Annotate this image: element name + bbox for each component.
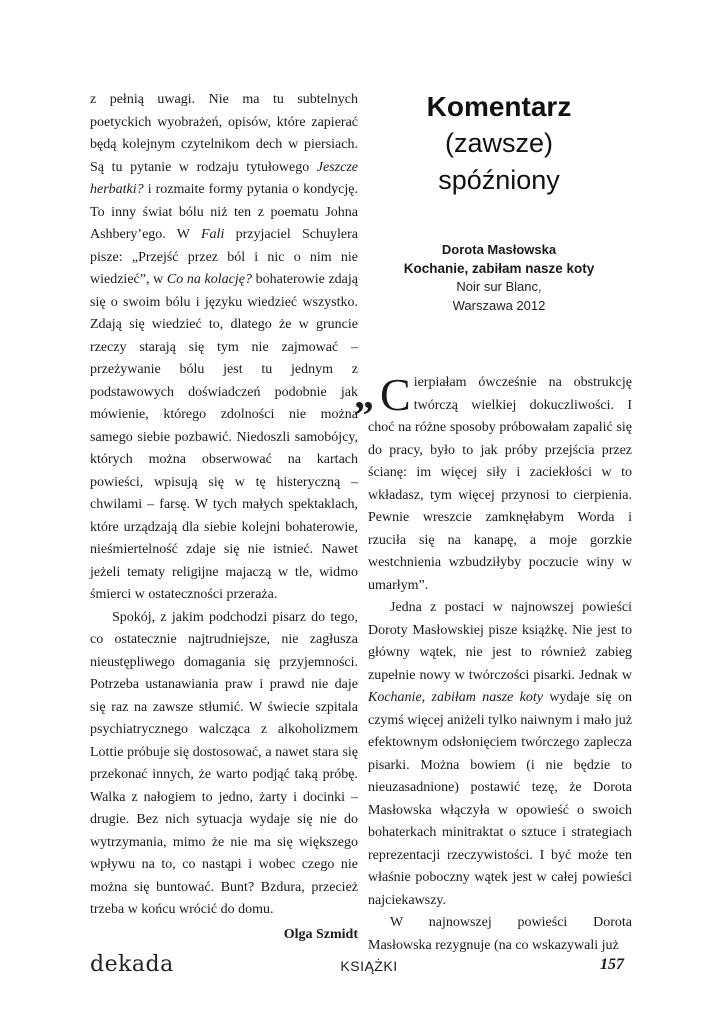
text-run: W najnowszej powieści Dorota Masłowska rezygnuje (na co wskazywali już [368, 915, 632, 953]
text-run: Spokój, z jakim podchodzi pisarz do tego, co ostatecznie najtrudniejsze, nie zagłusza nieustępliwego domagania się przyjemności. Potrzeba ustanawiania praw i prawd nie daje się raz na zawsze stłumić. W świecie szpitala psychiatrycznego walcząca z alkoholizmem Lottie próbuje się dostosować, a nawet stara się przekonać innych, że warto podjąć taką próbę. Walka z nałogiem to jedno, żarty i docinki – drugie. Bez nich sytuacja wydaje się nie do wytrzymania, mimo że nie ma się większego wpływu na to, co nastąpi i wobec czego nie można się buntować. Bunt? Bzdura, przecież trzeba w końcu wrócić do domu. [90, 609, 358, 917]
text-run: przyjaciel Schuylera pisze: „Przejść przez ból i nic o nim nie wiedzieć”, w [90, 227, 358, 287]
text-run: z pełnią uwagi. Nie ma tu subtelnych poetyckich wyobrażeń, opisów, które zapierać będą kolejnym czytelnikom dech w piersiach. Są tu pytanie w rodzaju tytułowego [90, 92, 358, 175]
italic-title: Co na kolację? [166, 272, 252, 287]
magazine-logo: dekada [90, 952, 174, 977]
book-publisher: Noir sur Blanc, [456, 279, 542, 294]
section-label: KSIĄŻKI [340, 958, 398, 974]
italic-title: Kochanie, zabiłam nasze koty [368, 690, 543, 705]
text-run: i rozmaite formy pytania o kondycję. To inny świat bólu niż ten z poematu Johna Ashbery’ego. W [90, 182, 358, 242]
text-run: Jedna z postaci w najnowszej powieści Doroty Masłowskiej pisze książkę. Nie jest to główny wątek, nie jest to również zabieg zupełnie nowy w twórczości pisarki. Jednak w [368, 600, 632, 683]
book-title: Kochanie, zabiłam nasze koty [403, 260, 595, 276]
left-paragraph-1 [90, 89, 358, 607]
article-left-column [90, 89, 358, 946]
book-info [385, 241, 613, 315]
right-paragraph-3 [368, 912, 632, 957]
right-paragraph-2 [368, 597, 632, 912]
headline-line-3: spóźniony [438, 165, 560, 195]
article-right-column [354, 369, 632, 957]
page-number: 157 [600, 956, 624, 973]
drop-cap: C [380, 369, 411, 420]
opening-quote-mark: „ [354, 372, 374, 417]
left-paragraph-2 [90, 607, 358, 922]
text-run: wydaje się on czymś więcej aniżeli tylko naiwnym i mało już efektownym odsłonięciem twórczego zaplecza pisarki. Można bowiem (i nie będzie to nieuzasadnione) postawić tezę, że Dorota Masłowska włączyła w opowieść o swoich bohaterkach minitraktat o sztuce i strategiach reprezentacji rzeczywistości. I być może ten właśnie poboczny wątek jest w całej powieści najciekawszy. [368, 690, 632, 908]
headline-line-2: (zawsze) [444, 128, 553, 158]
book-place-year: Warszawa 2012 [452, 297, 546, 313]
text-run: ierpiałam ówcześnie na obstrukcję twórczą wielkiej dokuczliwości. I choć na różne sposoby próbowałam zapalić się do pracy, było to jak próby przejścia przez ścianę: im więcej siły i zaciekłości w to wkładasz, tym więcej przynosi to cierpienia. Pewnie wreszcie zamknęłabym Worda i rzuciła się na kanapę, a moje gorzkie westchnienia wzbudziłyby poczucie winy w umarłym”. [368, 375, 632, 593]
italic-title: Fali [201, 227, 225, 242]
book-author: Dorota Masłowska [441, 242, 557, 257]
author-signature: Olga Szmidt [283, 926, 358, 942]
text-run: bohaterowie zdają się o swoim bólu i języku wiedzieć wszystko. Zdają się wiedzieć to, dlatego że w gruncie rzeczy starają się tym nie zajmować – przeżywanie bólu jest tu jednym z podstawowych doświadczeń podobnie jak mówienie, którego zdolności nie można samego siebie pozbawić. Niedoszli samobójcy, których można obserwować na kartach powieści, wpisują się w tę histeryczną – chwilami – farsę. W tych małych spektaklach, które urządzają dla siebie kolejni bohaterowie, nieśmiertelność zdaje się nie istnieć. Nawet jeżeli tematy religijne majaczą w tle, widmo śmierci w ostateczności przeraża. [90, 272, 359, 602]
article-headline [385, 88, 613, 199]
opening-quote-paragraph [354, 369, 632, 597]
italic-title: Jeszcze herbatki? [90, 159, 358, 197]
headline-line-1: Komentarz [426, 91, 572, 122]
